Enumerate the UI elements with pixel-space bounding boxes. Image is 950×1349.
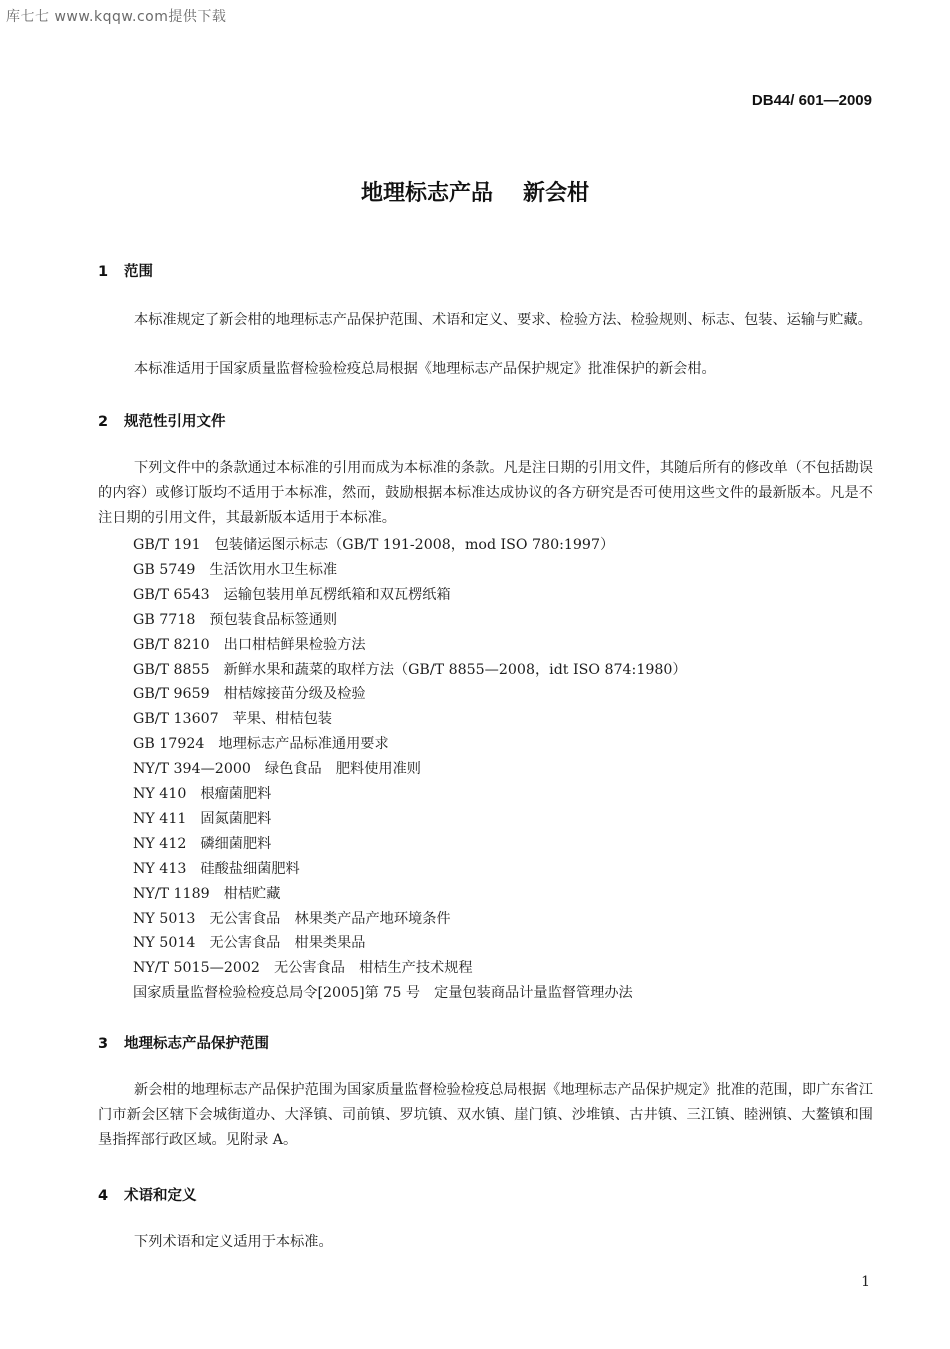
reference-item: [133, 733, 389, 753]
reference-id: GB 7718: [133, 611, 196, 628]
reference-id: NY 411: [133, 810, 187, 827]
watermark: 库七七 www.kqqw.com提供下载: [6, 9, 227, 25]
reference-name: 柑桔嫁接苗分级及检验: [223, 686, 366, 703]
reference-item: [133, 609, 337, 629]
references-intro: 下列文件中的条款通过本标准的引用而成为本标准的条款。凡是注日期的引用文件，其随后所有的修改单（不包括勘误的内容）或修订版均不适用于本标准，然而，鼓励根据本标准达成协议的各方研究是否可使用这些文件的最新版本。凡是不注日期的引用文件，其最新版本适用于本标准。: [98, 460, 873, 526]
reference-id: NY 410: [133, 786, 187, 802]
reference-name: 固氮菌肥料: [200, 810, 272, 827]
reference-name: 预包装食品标签通则: [209, 611, 338, 628]
reference-item: [133, 957, 473, 977]
terms-paragraph: 下列术语和定义适用于本标准。: [134, 1234, 333, 1250]
reference-name: 出口柑桔鲜果检验方法: [223, 636, 366, 653]
reference-item: [133, 584, 451, 604]
reference-item: [133, 708, 332, 728]
reference-id: GB/T 8210: [133, 636, 210, 653]
section-title: 范围: [124, 264, 153, 280]
reference-id: NY 412: [133, 835, 187, 852]
section-number: 1: [98, 264, 109, 280]
reference-item: [133, 833, 271, 853]
section-number: 4: [98, 1188, 109, 1204]
standard-code: DB44/ 601—2009: [751, 92, 872, 109]
protection-paragraph: 新会柑的地理标志产品保护范围为国家质量监督检验检疫总局根据《地理标志产品保护规定》批准的范围，即广东省江门市新会区辖下会城街道办、大泽镇、司前镇、罗坑镇、双水镇、崖门镇、沙堆镇、古井镇、三江镇、睦洲镇、大鳌镇和围垦指挥部行政区域。见附录 A。: [98, 1082, 873, 1148]
title-main: 地理标志产品: [360, 181, 493, 206]
reference-name: 新鲜水果和蔬菜的取样方法（GB/T 8855—2008，idt ISO 874:1980）: [223, 661, 687, 678]
reference-id: NY/T 394—2000: [133, 761, 251, 778]
reference-item: [133, 534, 614, 554]
reference-item: [133, 659, 687, 679]
reference-name: 无公害食品 柑桔生产技术规程: [273, 960, 473, 977]
section-number: 2: [98, 414, 109, 430]
section-title: 规范性引用文件: [124, 414, 226, 430]
reference-item: [133, 982, 633, 1002]
page-number: 1: [861, 1274, 870, 1290]
reference-id: NY 5014: [133, 935, 196, 952]
reference-id: GB/T 6543: [133, 586, 210, 603]
scope-paragraph-2: 本标准适用于国家质量监督检验检疫总局根据《地理标志产品保护规定》批准保护的新会柑。: [134, 361, 716, 377]
reference-id: NY/T 1189: [133, 885, 210, 902]
reference-id: GB 17924: [133, 736, 205, 753]
reference-id: NY 5013: [133, 910, 196, 927]
reference-name: 根瘤菌肥料: [200, 786, 272, 802]
reference-name: 苹果、柑桔包装: [232, 711, 332, 728]
reference-name: 定量包装商品计量监督管理办法: [434, 985, 633, 1002]
reference-name: 无公害食品 林果类产品产地环境条件: [209, 910, 451, 927]
section-heading-scope: [98, 260, 153, 281]
reference-id: GB/T 9659: [133, 686, 210, 703]
reference-item: [133, 808, 271, 828]
reference-id: NY/T 5015—2002: [133, 960, 260, 977]
reference-name: 运输包装用单瓦楞纸箱和双瓦楞纸箱: [223, 586, 451, 603]
reference-id: GB 5749: [133, 561, 196, 578]
reference-item: [133, 883, 280, 903]
section-title: 术语和定义: [124, 1188, 197, 1204]
reference-name: 柑桔贮藏: [223, 885, 281, 902]
reference-item: [133, 783, 271, 803]
section-heading-terms: [98, 1184, 197, 1205]
reference-name: 生活饮用水卫生标准: [209, 561, 338, 578]
section-title: 地理标志产品保护范围: [124, 1036, 269, 1052]
section-number: 3: [98, 1036, 109, 1052]
reference-item: [133, 932, 365, 952]
reference-item: [133, 858, 300, 878]
reference-name: 无公害食品 柑果类果品: [209, 935, 366, 952]
reference-id: GB/T 191: [133, 537, 201, 553]
reference-name: 地理标志产品标准通用要求: [218, 736, 389, 753]
scope-paragraph-1: 本标准规定了新会柑的地理标志产品保护范围、术语和定义、要求、检验方法、检验规则、标志、包装、运输与贮藏。: [134, 312, 872, 328]
reference-name: 硅酸盐细菌肥料: [200, 860, 300, 877]
section-heading-protection: [98, 1032, 269, 1053]
reference-name: 包装储运图示标志（GB/T 191-2008，mod ISO 780:1997）: [214, 537, 615, 553]
reference-id: 国家质量监督检验检疫总局令[2005]第 75 号: [133, 985, 421, 1002]
reference-id: NY 413: [133, 860, 187, 877]
reference-id: GB/T 13607: [133, 711, 219, 728]
reference-item: [133, 634, 366, 654]
document-title: [0, 176, 950, 207]
section-heading-references: [98, 410, 226, 431]
reference-name: 磷细菌肥料: [200, 835, 272, 852]
reference-item: [133, 559, 337, 579]
reference-id: GB/T 8855: [133, 661, 210, 678]
reference-item: [133, 758, 421, 778]
reference-name: 绿色食品 肥料使用准则: [264, 761, 421, 778]
reference-item: [133, 908, 451, 928]
reference-item: [133, 683, 366, 703]
title-sub: 新会柑: [523, 181, 590, 206]
